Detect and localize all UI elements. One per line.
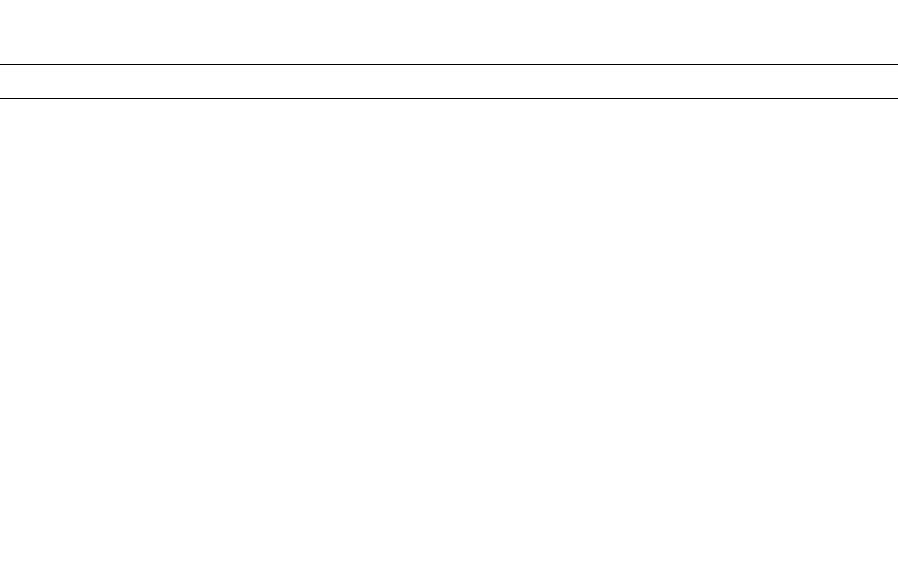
header-bottom-rule <box>0 98 898 99</box>
header-top-rule <box>0 64 898 65</box>
